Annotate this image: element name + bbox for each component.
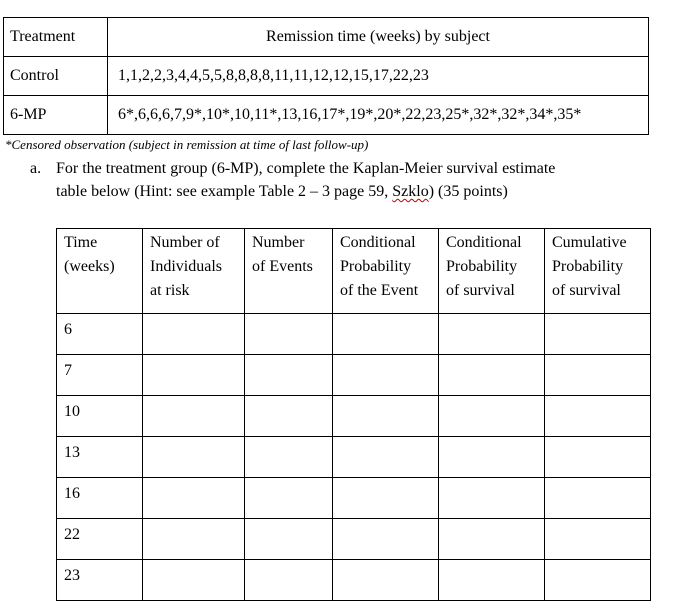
kaplan-meier-table xyxy=(56,228,651,601)
km-at-risk-cell[interactable] xyxy=(143,355,245,396)
km-cond-event-cell[interactable] xyxy=(333,437,439,478)
remission-data-table xyxy=(3,17,649,135)
table-row xyxy=(57,314,651,355)
km-at-risk-cell[interactable] xyxy=(143,560,245,601)
km-events-cell[interactable] xyxy=(245,437,333,478)
km-events-cell[interactable] xyxy=(245,314,333,355)
km-header-events: Number of Events xyxy=(245,229,333,314)
km-cum-survival-cell[interactable] xyxy=(545,314,651,355)
km-cond-survival-cell[interactable] xyxy=(439,355,545,396)
km-cond-event-cell[interactable] xyxy=(333,519,439,560)
question-line-2-start: table below (Hint: see example Table 2 – 3 page 59, xyxy=(56,183,393,200)
km-at-risk-cell[interactable] xyxy=(143,478,245,519)
km-time-cell: 22 xyxy=(57,519,143,560)
km-header-cond-prob-event: Conditional Probability of the Event xyxy=(333,229,439,314)
table-row xyxy=(57,478,651,519)
treatment-label-6mp: 6-MP xyxy=(4,96,108,135)
km-cond-event-cell[interactable] xyxy=(333,478,439,519)
km-at-risk-cell[interactable] xyxy=(143,437,245,478)
km-events-cell[interactable] xyxy=(245,478,333,519)
km-cum-survival-cell[interactable] xyxy=(545,478,651,519)
km-header-time: Time (weeks) xyxy=(57,229,143,314)
km-events-cell[interactable] xyxy=(245,560,333,601)
spellcheck-flagged-word: Szklo xyxy=(392,183,429,200)
km-at-risk-cell[interactable] xyxy=(143,314,245,355)
km-cond-survival-cell[interactable] xyxy=(439,519,545,560)
treatment-header: Treatment xyxy=(4,18,108,57)
km-cond-survival-cell[interactable] xyxy=(439,478,545,519)
table-row xyxy=(4,57,649,96)
km-cum-survival-cell[interactable] xyxy=(545,437,651,478)
km-header-at-risk: Number of Individuals at risk xyxy=(143,229,245,314)
km-header-cum-prob-survival: Cumulative Probability of survival xyxy=(545,229,651,314)
question-text xyxy=(56,157,656,203)
question-line-2 xyxy=(56,180,656,203)
table-row xyxy=(57,560,651,601)
km-time-cell: 10 xyxy=(57,396,143,437)
km-cond-survival-cell[interactable] xyxy=(439,314,545,355)
km-time-cell: 23 xyxy=(57,560,143,601)
treatment-label-control: Control xyxy=(4,57,108,96)
table-row xyxy=(4,96,649,135)
km-time-cell: 7 xyxy=(57,355,143,396)
km-header-row xyxy=(57,229,651,314)
table-row xyxy=(57,519,651,560)
question-marker: a. xyxy=(30,160,42,177)
km-cond-survival-cell[interactable] xyxy=(439,437,545,478)
km-events-cell[interactable] xyxy=(245,355,333,396)
remission-time-header: Remission time (weeks) by subject xyxy=(108,18,649,57)
km-events-cell[interactable] xyxy=(245,396,333,437)
km-time-cell: 6 xyxy=(57,314,143,355)
km-cond-survival-cell[interactable] xyxy=(439,560,545,601)
question-line-2-end: ) (35 points) xyxy=(428,183,508,200)
km-at-risk-cell[interactable] xyxy=(143,519,245,560)
control-remission-values: 1,1,2,2,3,4,4,5,5,8,8,8,8,11,11,12,12,15,17,22,23 xyxy=(108,57,649,96)
table-row xyxy=(57,396,651,437)
km-cum-survival-cell[interactable] xyxy=(545,396,651,437)
table-row xyxy=(57,355,651,396)
km-cond-survival-cell[interactable] xyxy=(439,396,545,437)
table-header-row xyxy=(4,18,649,57)
km-events-cell[interactable] xyxy=(245,519,333,560)
km-header-cond-prob-survival: Conditional Probability of survival xyxy=(439,229,545,314)
km-cum-survival-cell[interactable] xyxy=(545,560,651,601)
km-time-cell: 13 xyxy=(57,437,143,478)
km-at-risk-cell[interactable] xyxy=(143,396,245,437)
km-time-cell: 16 xyxy=(57,478,143,519)
km-cond-event-cell[interactable] xyxy=(333,314,439,355)
6mp-remission-values: 6*,6,6,6,7,9*,10*,10,11*,13,16,17*,19*,20*,22,23,25*,32*,32*,34*,35* xyxy=(108,96,649,135)
question-line-1: For the treatment group (6-MP), complete the Kaplan-Meier survival estimate xyxy=(56,160,556,177)
km-cond-event-cell[interactable] xyxy=(333,396,439,437)
km-cond-event-cell[interactable] xyxy=(333,560,439,601)
censored-footnote: *Censored observation (subject in remission at time of last follow-up) xyxy=(5,137,369,152)
km-cum-survival-cell[interactable] xyxy=(545,519,651,560)
km-cum-survival-cell[interactable] xyxy=(545,355,651,396)
table-row xyxy=(57,437,651,478)
km-cond-event-cell[interactable] xyxy=(333,355,439,396)
